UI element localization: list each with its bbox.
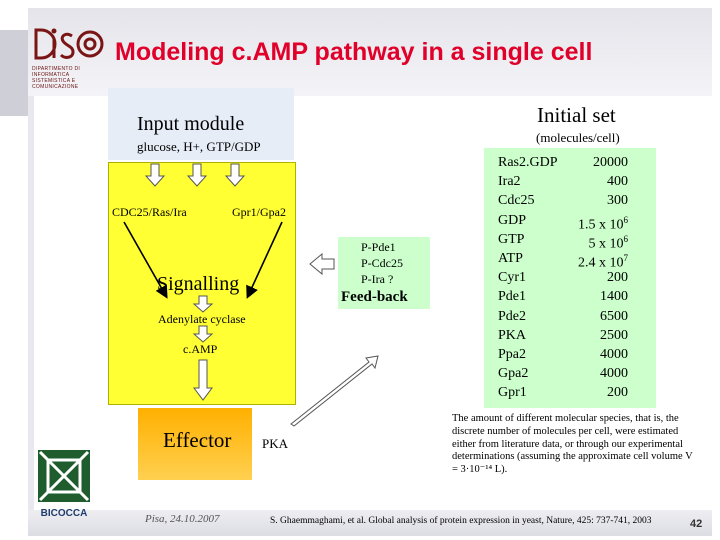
initial-set-row <box>498 345 628 364</box>
molecule-name: Gpa2 <box>498 366 529 382</box>
pka-label: PKA <box>262 436 289 451</box>
molecule-count: 2.4 x $10^7$ <box>578 252 628 271</box>
molecule-name: Ira2 <box>498 174 521 190</box>
feedback-line-1: P-Pde1 <box>361 240 396 254</box>
molecule-count: 400 <box>607 174 628 190</box>
molecule-count: 200 <box>607 270 628 286</box>
feedback-line-3: P-Ira ? <box>361 272 394 286</box>
svg-text:BICOCCA: BICOCCA <box>40 508 88 519</box>
feedback-arrow <box>310 254 334 274</box>
estimation-note: The amount of different molecular species, that is, the discrete number of molecules per cell, were estimated either from literature data, or through our experimental determinations (assuming the approximate cell volume V = 3·10⁻¹⁴ L). <box>452 413 693 476</box>
molecule-name: PKA <box>498 327 527 343</box>
molecule-count: 5 x $10^6$ <box>588 233 628 252</box>
molecule-name: Pde1 <box>498 289 526 305</box>
initial-set-title: Initial set <box>537 103 616 127</box>
molecule-name: Cyr1 <box>498 270 526 286</box>
molecule-exponent: 7 <box>623 252 628 263</box>
initial-set-row <box>498 191 628 210</box>
university-logo-icon <box>30 438 98 520</box>
initial-set-row <box>498 383 628 402</box>
disco-caption: DIPARTIMENTO DI INFORMATICA SISTEMISTICA E COMUNICAZIONE <box>32 66 81 90</box>
camp-label: c.AMP <box>183 342 218 356</box>
camp-arrow <box>194 326 212 342</box>
feedback-line-2: P-Cdc25 <box>361 256 403 270</box>
molecule-name: Ras2.GDP <box>498 155 558 170</box>
pka-arrow <box>291 356 378 426</box>
initial-set-row <box>498 326 628 345</box>
initial-set-row <box>498 230 628 252</box>
molecule-exponent: 6 <box>623 233 628 244</box>
molecule-count: 20000 <box>593 155 628 170</box>
initial-set-row <box>498 153 628 172</box>
initial-set-row <box>498 172 628 191</box>
place-date: Pisa, 24.10.2007 <box>145 513 220 525</box>
feedback-label: Feed-back <box>341 289 408 305</box>
molecule-count: 4000 <box>600 346 628 362</box>
cdc25-line <box>124 222 166 296</box>
initial-set-row <box>498 287 628 306</box>
initial-set-subtitle: (molecules/cell) <box>536 130 620 145</box>
molecule-name: ATP <box>498 250 523 266</box>
gpr1-label: Gpr1/Gpa2 <box>232 205 286 219</box>
input-arrows <box>146 164 378 426</box>
slide-title: Modeling c.AMP pathway in a single cell <box>115 38 593 66</box>
molecule-name: GTP <box>498 231 525 247</box>
molecule-count: 300 <box>607 193 628 209</box>
molecule-count: 4000 <box>600 366 628 382</box>
molecule-name: Cdc25 <box>498 193 535 209</box>
molecule-count: 200 <box>607 385 628 401</box>
molecule-name: Ppa2 <box>498 346 526 362</box>
molecule-name: Pde2 <box>498 308 526 324</box>
initial-set-row <box>498 307 628 326</box>
molecule-name: GDP <box>498 212 527 228</box>
molecule-count: 1.5 x $10^6$ <box>578 214 628 233</box>
page-number: 42 <box>690 518 703 530</box>
initial-set-row <box>498 268 628 287</box>
initial-set-row <box>498 211 628 233</box>
effector-arrow <box>194 360 212 400</box>
adenylate-arrow <box>194 296 212 312</box>
adenylate-label: Adenylate cyclase <box>158 312 246 326</box>
input-arrow-1 <box>146 164 164 186</box>
molecule-count: 2500 <box>600 327 628 343</box>
input-arrow-2 <box>188 164 206 186</box>
molecule-count: 6500 <box>600 308 628 324</box>
initial-set-list <box>498 153 628 402</box>
initial-set-row <box>498 249 628 271</box>
citation: S. Ghaemmaghami, et al. Global analysis of protein expression in yeast, Nature, 425: 737-741, 2003 <box>270 516 652 526</box>
signalling-label: Signalling <box>157 273 240 295</box>
input-module-title: Input module <box>137 113 245 135</box>
input-arrow-3 <box>226 164 244 186</box>
gpr1-line <box>248 222 282 296</box>
initial-set-row <box>498 364 628 383</box>
molecule-count: 1400 <box>600 289 628 305</box>
molecule-name: Gpr1 <box>498 385 527 401</box>
molecule-exponent: 6 <box>623 214 628 225</box>
input-module-subtitle: glucose, H+, GTP/GDP <box>137 139 261 154</box>
effector-label: Effector <box>163 428 232 452</box>
cdc25-label: CDC25/Ras/Ira <box>112 205 187 219</box>
